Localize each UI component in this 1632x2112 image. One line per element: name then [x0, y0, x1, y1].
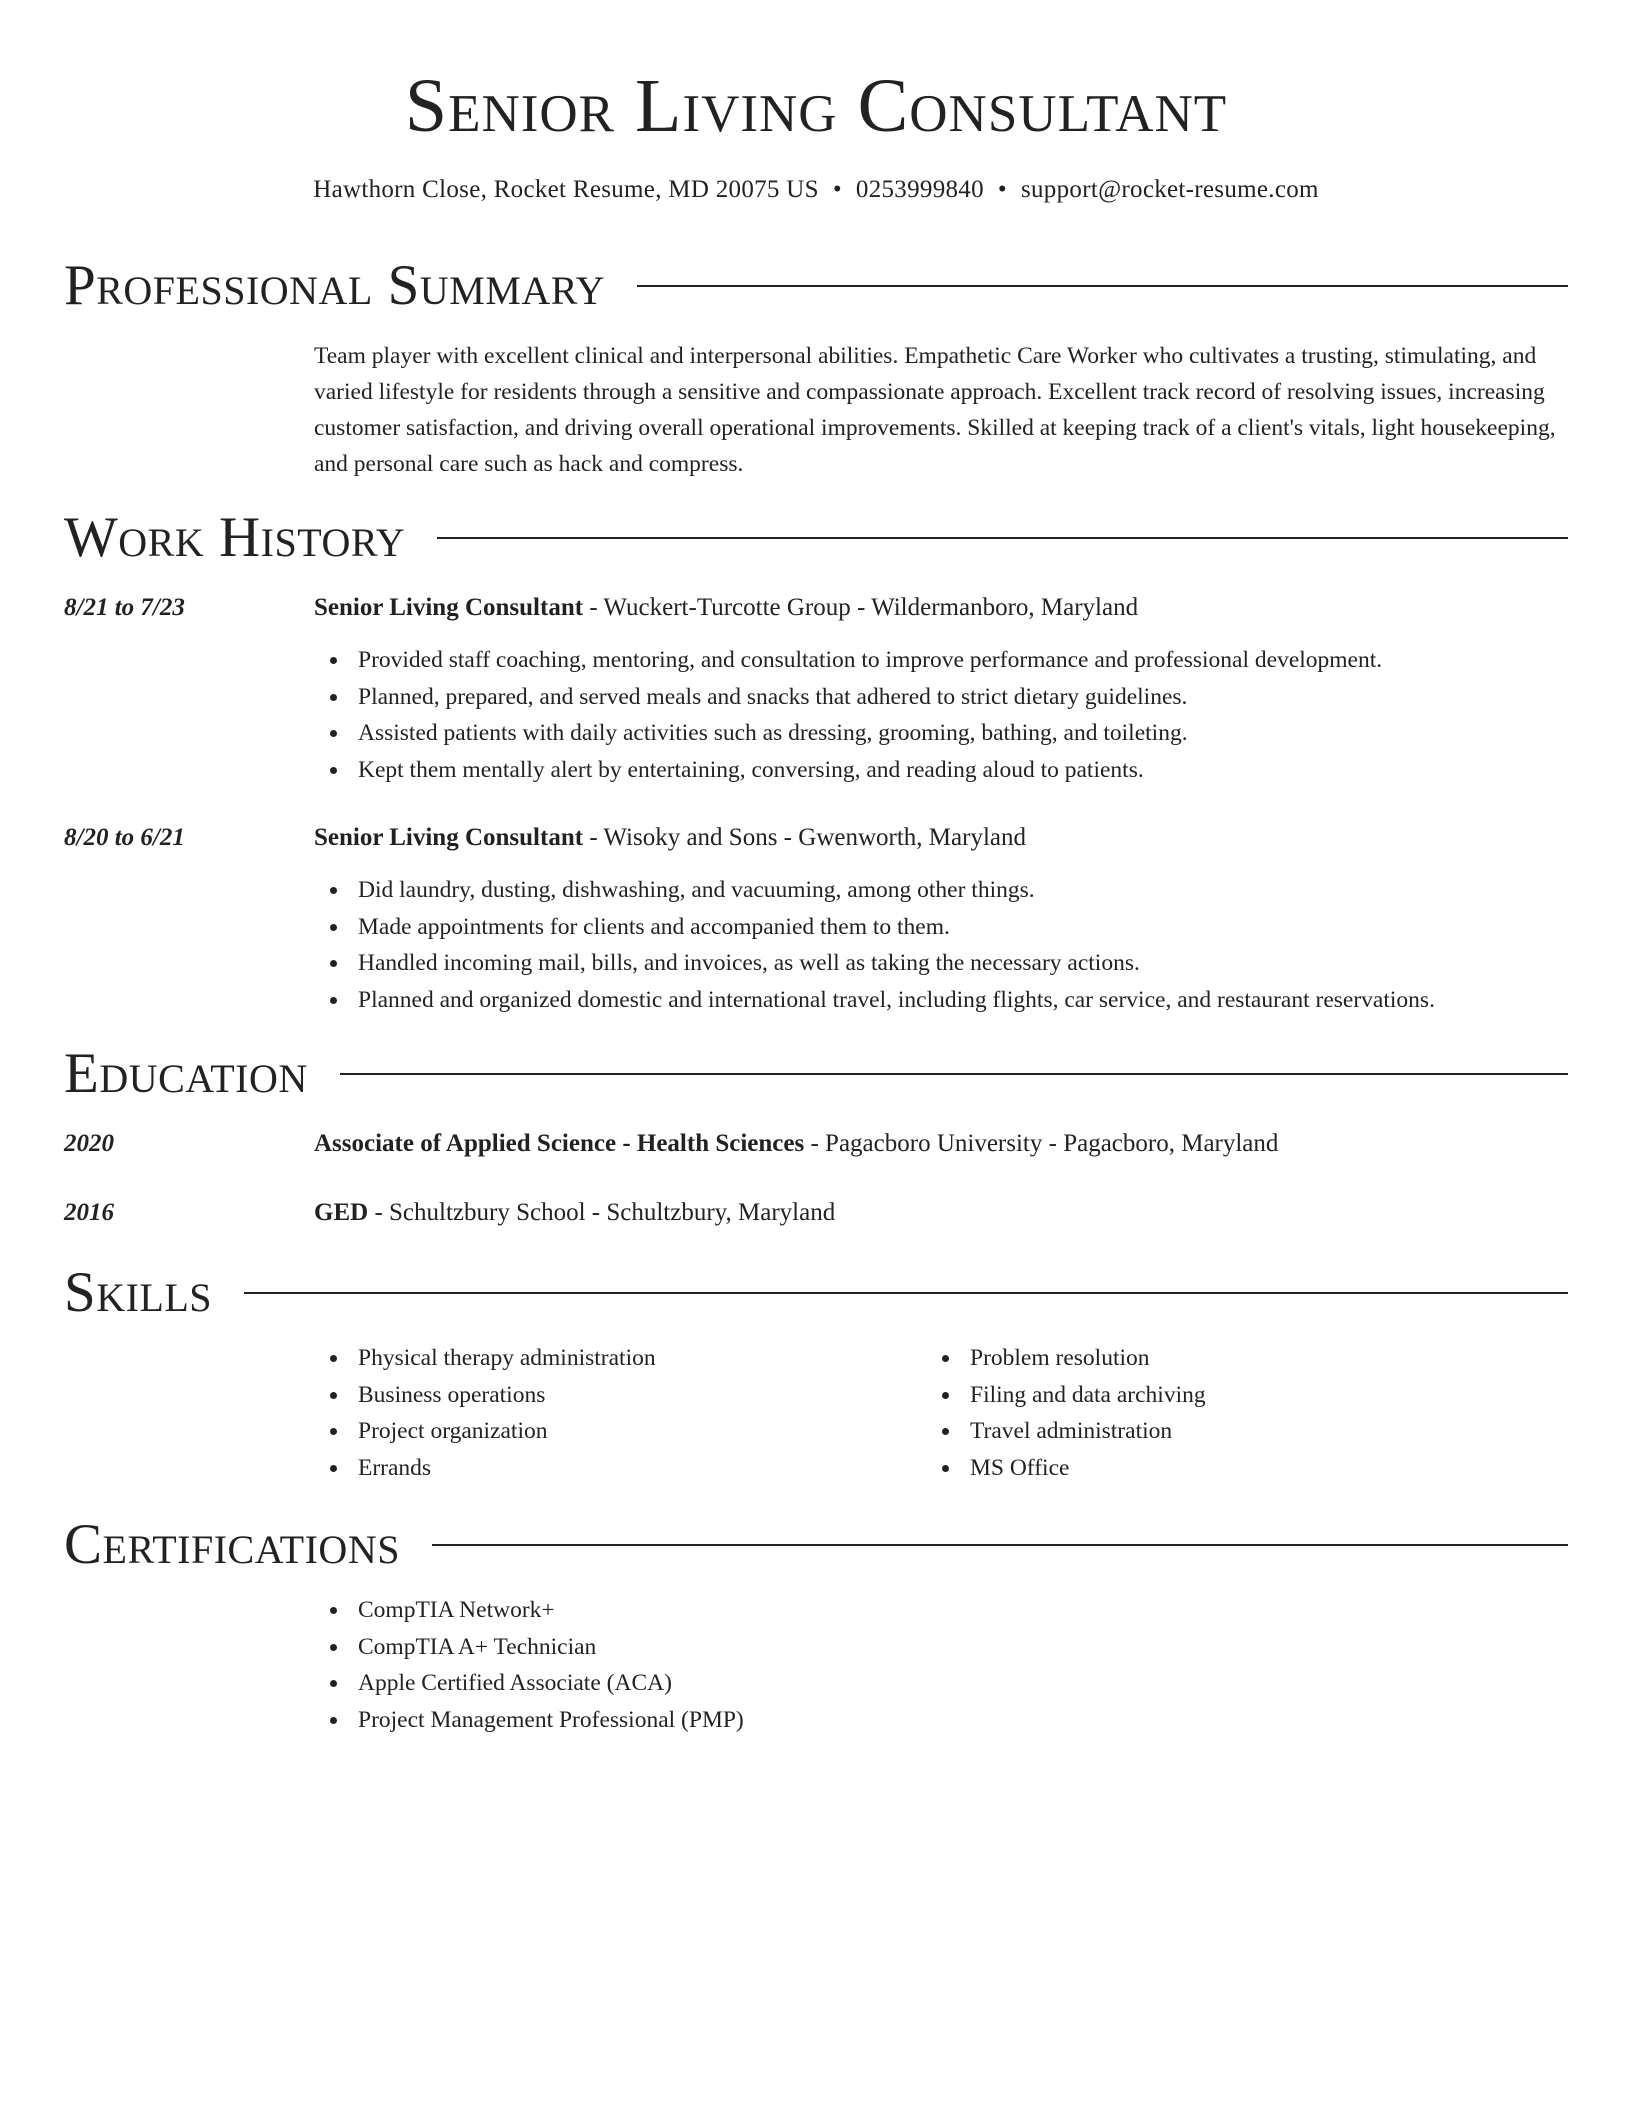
education-year: 2020 [64, 1130, 114, 1157]
education-line [314, 1126, 1568, 1162]
certifications-section-heading [64, 1513, 1568, 1577]
list-item: Project organization [358, 1413, 918, 1450]
contact-address: Hawthorn Close, Rocket Resume, MD 20075 US [313, 176, 819, 203]
work-employer: - Wuckert-Turcotte Group - Wildermanboro, Maryland [583, 594, 1139, 621]
list-item: Handled incoming mail, bills, and invoices, as well as taking the necessary actions. [358, 945, 1592, 982]
work-dates: 8/21 to 7/23 [64, 594, 185, 621]
list-item: Filing and data archiving [970, 1377, 1530, 1414]
contact-email: support@rocket-resume.com [1020, 176, 1319, 203]
summary-section-heading [64, 254, 1568, 318]
certifications-heading: Certifications [64, 1513, 400, 1576]
skills-list-left [358, 1340, 918, 1486]
list-item: Business operations [358, 1377, 918, 1414]
list-item: Planned, prepared, and served meals and snacks that adhered to strict dietary guidelines. [358, 679, 1592, 716]
education-degree: GED [314, 1199, 369, 1226]
section-divider [437, 537, 1568, 539]
education-line [314, 1195, 1568, 1231]
list-item: Physical therapy administration [358, 1340, 918, 1377]
resume-title: Senior Living Consultant [404, 64, 1228, 148]
skills-list-right [970, 1340, 1530, 1486]
section-divider [432, 1544, 1568, 1546]
list-item: MS Office [970, 1450, 1530, 1487]
list-item: Assisted patients with daily activities such as dressing, grooming, bathing, and toileting. [358, 715, 1592, 752]
list-item: Problem resolution [970, 1340, 1530, 1377]
education-school: - Pagacboro University - Pagacboro, Maryland [804, 1130, 1279, 1157]
skills-heading: Skills [64, 1261, 213, 1324]
education-year: 2016 [64, 1199, 114, 1226]
list-item: Errands [358, 1450, 918, 1487]
summary-heading: Professional Summary [64, 254, 606, 317]
work-bullets [358, 872, 1592, 1018]
work-position: Senior Living Consultant [314, 824, 584, 851]
list-item: Planned and organized domestic and international travel, including flights, car service, and restaurant reservations. [358, 982, 1592, 1019]
list-item: CompTIA Network+ [358, 1592, 1592, 1629]
section-divider [244, 1292, 1568, 1294]
list-item: Project Management Professional (PMP) [358, 1702, 1592, 1739]
contact-phone: 0253999840 [855, 176, 984, 203]
skills-section-heading [64, 1261, 1568, 1325]
contact-separator: • [832, 176, 842, 203]
section-divider [340, 1073, 1568, 1075]
education-degree: Associate of Applied Science - Health Sciences [314, 1130, 805, 1157]
contact-separator: • [997, 176, 1007, 203]
work-title-line [314, 820, 1568, 856]
education-section-heading [64, 1042, 1568, 1106]
education-heading: Education [64, 1042, 308, 1105]
work-dates: 8/20 to 6/21 [64, 824, 185, 851]
list-item: Made appointments for clients and accompanied them to them. [358, 909, 1592, 946]
education-school: - Schultzbury School - Schultzbury, Maryland [368, 1199, 836, 1226]
summary-text: Team player with excellent clinical and interpersonal abilities. Empathetic Care Worker who cultivates a trusting, stimulating, and varied lifestyle for residents through a sensitive and compassionate approach. Excellent track record of resolving issues, increasing customer satisfaction, and driving overall operational improvements. Skilled at keeping track of a client's vitals, light housekeeping, and personal care such as hack and compress. [314, 343, 1556, 477]
list-item: Apple Certified Associate (ACA) [358, 1665, 1592, 1702]
list-item: Travel administration [970, 1413, 1530, 1450]
certifications-list [358, 1592, 1592, 1738]
work-bullets [358, 642, 1592, 788]
work-position: Senior Living Consultant [314, 594, 584, 621]
list-item: Did laundry, dusting, dishwashing, and vacuuming, among other things. [358, 872, 1592, 909]
section-divider [637, 285, 1568, 287]
work-employer: - Wisoky and Sons - Gwenworth, Maryland [583, 824, 1026, 851]
list-item: Provided staff coaching, mentoring, and consultation to improve performance and professional development. [358, 642, 1592, 679]
work-heading: Work History [64, 506, 406, 569]
contact-line [0, 172, 1632, 208]
work-section-heading [64, 506, 1568, 570]
list-item: CompTIA A+ Technician [358, 1629, 1592, 1666]
work-title-line [314, 590, 1568, 626]
list-item: Kept them mentally alert by entertaining, conversing, and reading aloud to patients. [358, 752, 1592, 789]
